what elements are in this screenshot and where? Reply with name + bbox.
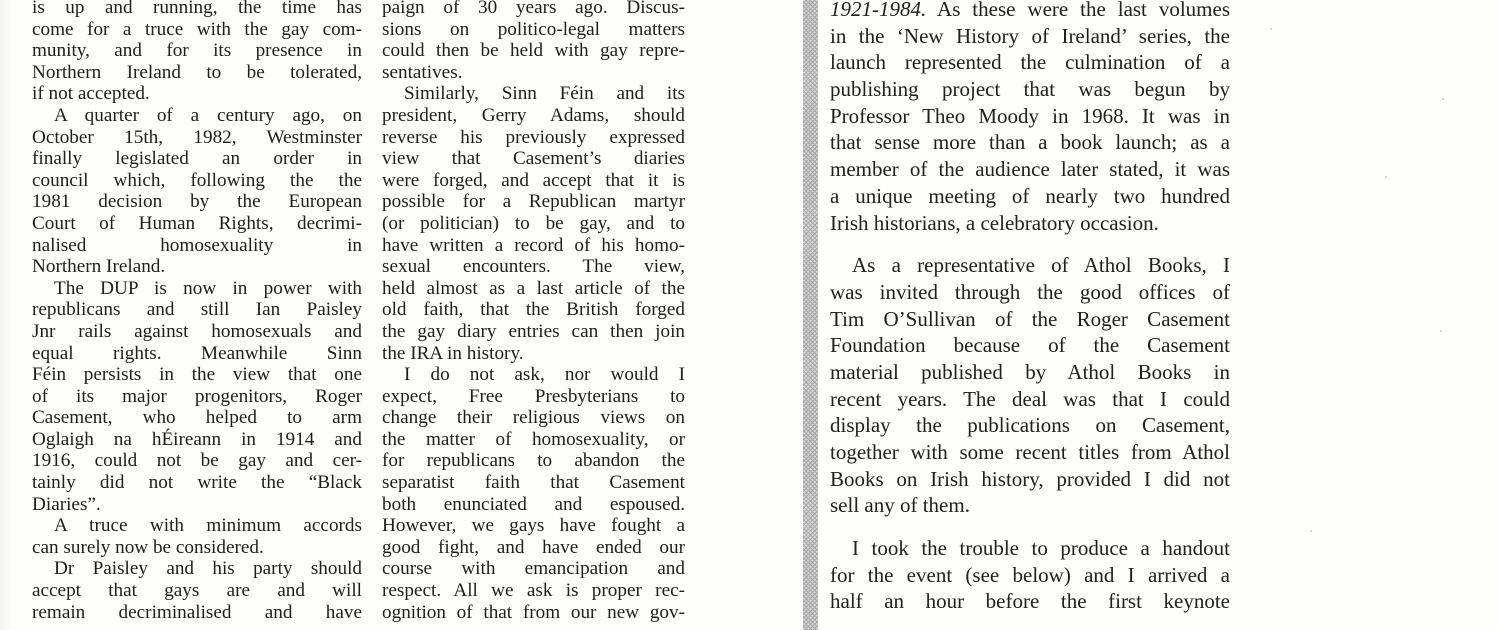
text-line: Court of Human Rights, decrimi- [32, 212, 362, 234]
scan-speck [1310, 530, 1312, 532]
text-line: Tim O’Sullivan of the Roger Casement [830, 306, 1230, 331]
text-line: finally legislated an order in [32, 148, 362, 170]
text-line: have written a record of his homo- [382, 234, 685, 256]
col2-paragraph-3 [382, 364, 685, 623]
col3-paragraph-1 [830, 0, 1230, 236]
text-line: tainly did not write the “Black [32, 472, 362, 494]
scan-speck [1440, 330, 1442, 332]
text-line: The DUP is now in power with [54, 277, 362, 299]
text-line: I took the trouble to produce a handout [852, 536, 1230, 561]
text-line: the matter of homosexuality, or [382, 428, 685, 450]
text-line: was invited through the good offices of [830, 279, 1230, 304]
text-line: Books on Irish history, provided I did not [830, 466, 1230, 491]
article-column-1 [32, 0, 362, 623]
column-divider [803, 0, 818, 630]
text-line: Casement, who helped to arm [32, 407, 362, 429]
article-column-2 [382, 0, 685, 623]
text-line: 1916, could not be gay and cer- [32, 450, 362, 472]
text-line: old faith, that the British forged [382, 299, 685, 321]
text-line: come for a truce with the gay com- [32, 18, 362, 40]
text-line: for the event (see below) and I arrived a [830, 562, 1230, 587]
text-line: held almost as a last article of the [382, 277, 685, 299]
col3-paragraph-2 [830, 252, 1230, 519]
text-line: both enunciated and espoused. [382, 493, 685, 515]
col1-paragraph-2 [32, 105, 362, 278]
text-line: October 15th, 1982, Westminster [32, 126, 362, 148]
col2-paragraph-2 [382, 83, 685, 364]
scan-speck [1270, 28, 1272, 30]
text-line: A quarter of a century ago, on [54, 104, 362, 126]
text-line: nalised homosexuality in [32, 234, 362, 256]
col1-paragraph-4 [32, 515, 362, 558]
text-line: if not accepted. [32, 83, 150, 105]
text-line: (or politician) to be gay, and to [382, 212, 685, 234]
text-line: for republicans to abandon the [382, 450, 685, 472]
col1-paragraph-3 [32, 278, 362, 516]
text-line: could then be held with gay repre- [382, 40, 685, 62]
text-line: sentatives. [382, 61, 463, 83]
text-line: 1981 decision by the European [32, 191, 362, 213]
col2-paragraph-1 [382, 0, 685, 83]
text-line: is up and running, the time has [32, 0, 362, 18]
text-line: separatist faith that Casement [382, 472, 685, 494]
text-line: that sense more than a book launch; as a [830, 130, 1230, 155]
text-line: can surely now be considered. [32, 536, 264, 558]
text-line: the IRA in history. [382, 342, 524, 364]
text-line: respect. All we ask is proper rec- [382, 580, 685, 602]
text-line: president, Gerry Adams, should [382, 104, 685, 126]
text-line: were forged, and accept that it is [382, 169, 685, 191]
text-line: sexual encounters. The view, [382, 256, 685, 278]
text-line: reverse his previously expressed [382, 126, 685, 148]
col1-paragraph-1 [32, 0, 362, 105]
text-line: Northern Ireland. [32, 256, 166, 278]
text-line: Professor Theo Moody in 1968. It was in [830, 103, 1230, 128]
text-line: Diaries”. [32, 493, 101, 515]
text-line: display the publications on Casement, [830, 413, 1230, 438]
text-line: Jnr rails against homosexuals and [32, 320, 362, 342]
col1-paragraph-5 [32, 558, 362, 623]
text-line: Northern Ireland to be tolerated, [32, 61, 362, 83]
text-line: republicans and still Ian Paisley [32, 299, 362, 321]
text-line: sions on politico-legal matters [382, 18, 685, 40]
text-line: 1921-1984. As these were the last volumes [830, 0, 1230, 23]
text-line: council which, following the the [32, 169, 362, 191]
text-line: half an hour before the first keynote [830, 589, 1230, 614]
text-line: in the ‘New History of Ireland’ series, the [830, 23, 1230, 48]
col3-paragraph-3 [830, 535, 1230, 615]
text-line: Dr Paisley and his party should [54, 558, 362, 580]
text-line: the gay diary entries can then join [382, 320, 685, 342]
text-line: recent years. The deal was that I could [830, 386, 1230, 411]
text-line: paign of 30 years ago. Discus- [382, 0, 685, 18]
text-line: Foundation because of the Casement [830, 333, 1230, 358]
scan-edge [0, 0, 12, 630]
text-line: sell any of them. [830, 493, 970, 518]
text-line: A truce with minimum accords [54, 515, 362, 537]
text-line: As a representative of Athol Books, I [852, 253, 1230, 278]
text-line: equal rights. Meanwhile Sinn [32, 342, 362, 364]
text-line: a unique meeting of nearly two hundred [830, 183, 1230, 208]
text-line: course with emancipation and [382, 558, 685, 580]
text-line: publishing project that was begun by [830, 77, 1230, 102]
text-line: view that Casement’s diaries [382, 148, 685, 170]
text-line: remain decriminalised and have [32, 601, 362, 623]
year-range: 1921-1984. [830, 0, 927, 21]
text-line: member of the audience later stated, it was [830, 157, 1230, 182]
text-line: Féin persists in the view that one [32, 364, 362, 386]
text-line: good fight, and have ended our [382, 536, 685, 558]
text-line: possible for a Republican martyr [382, 191, 685, 213]
text-line: material published by Athol Books in [830, 359, 1230, 384]
text-line: Oglaigh na hÉireann in 1914 and [32, 428, 362, 450]
text-line: launch represented the culmination of a [830, 50, 1230, 75]
text-line: munity, and for its presence in [32, 40, 362, 62]
text-line: together with some recent titles from Athol [830, 440, 1230, 464]
scan-speck [1385, 176, 1387, 178]
text-line: accept that gays are and will [32, 580, 362, 602]
text-line: Similarly, Sinn Féin and its [404, 83, 685, 105]
text-line: ognition of that from our new gov- [382, 601, 685, 623]
scan-speck [1442, 98, 1444, 100]
article-column-3 [830, 0, 1230, 615]
text-line: However, we gays have fought a [382, 515, 685, 537]
text-line: Irish historians, a celebratory occasion. [830, 210, 1159, 235]
text-line: change their religious views on [382, 407, 685, 429]
text-line: expect, Free Presbyterians to [382, 385, 685, 407]
text-line: I do not ask, nor would I [404, 364, 685, 386]
text-line: of its major progenitors, Roger [32, 385, 362, 407]
